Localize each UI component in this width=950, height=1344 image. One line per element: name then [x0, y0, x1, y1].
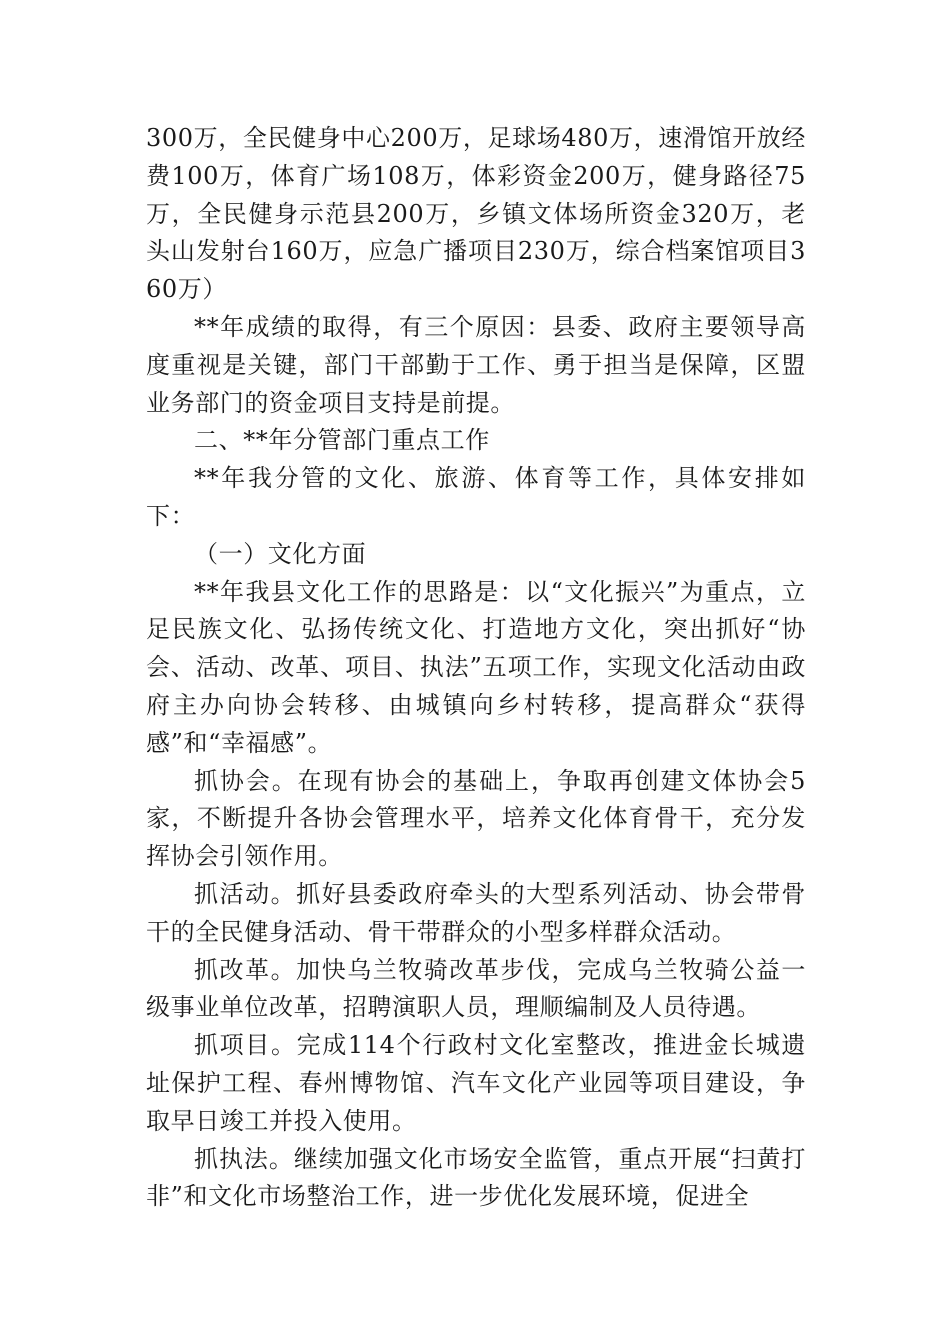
paragraph-continuation: 300万，全民健身中心200万，足球场480万，速滑馆开放经费100万，体育广场108万，体彩资金200万，健身路径75万，全民健身示范县200万，乡镇文体场所资金320万，老头山发射台160万，应急广播项目230万，综合档案馆项目360万）	[146, 124, 806, 304]
subheading-culture: （一）文化方面	[194, 539, 367, 568]
paragraph-activities: 抓活动。抓好县委政府牵头的大型系列活动、协会带骨干的全民健身活动、骨干带群众的小型多样群众活动。	[146, 879, 806, 946]
document-body	[146, 120, 806, 1216]
paragraph-law-enforcement: 抓执法。继续加强文化市场安全监管，重点开展“扫黄打非”和文化市场整治工作，进一步优化发展环境，促进全	[146, 1144, 806, 1211]
section-heading-key-work: 二、**年分管部门重点工作	[194, 426, 490, 455]
paragraph-reform: 抓改革。加快乌兰牧骑改革步伐，完成乌兰牧骑公益一级事业单位改革，招聘演职人员，理顺编制及人员待遇。	[146, 955, 806, 1022]
paragraph-achievement-reasons: **年成绩的取得，有三个原因：县委、政府主要领导高度重视是关键，部门干部勤于工作、勇于担当是保障，区盟业务部门的资金项目支持是前提。	[146, 312, 806, 417]
paragraph-associations: 抓协会。在现有协会的基础上，争取再创建文体协会5家，不断提升各协会管理水平，培养文化体育骨干，充分发挥协会引领作用。	[146, 766, 806, 871]
paragraph-culture-strategy: **年我县文化工作的思路是：以“文化振兴”为重点，立足民族文化、弘扬传统文化、打造地方文化，突出抓好“协会、活动、改革、项目、执法”五项工作，实现文化活动由政府主办向协会转移、由城镇向乡村转移，提高群众“获得感”和“幸福感”。	[146, 577, 806, 757]
paragraph-projects: 抓项目。完成114个行政村文化室整改，推进金长城遗址保护工程、春州博物馆、汽车文化产业园等项目建设，争取早日竣工并投入使用。	[146, 1031, 806, 1135]
paragraph-work-arrangement: **年我分管的文化、旅游、体育等工作，具体安排如下：	[146, 464, 806, 530]
